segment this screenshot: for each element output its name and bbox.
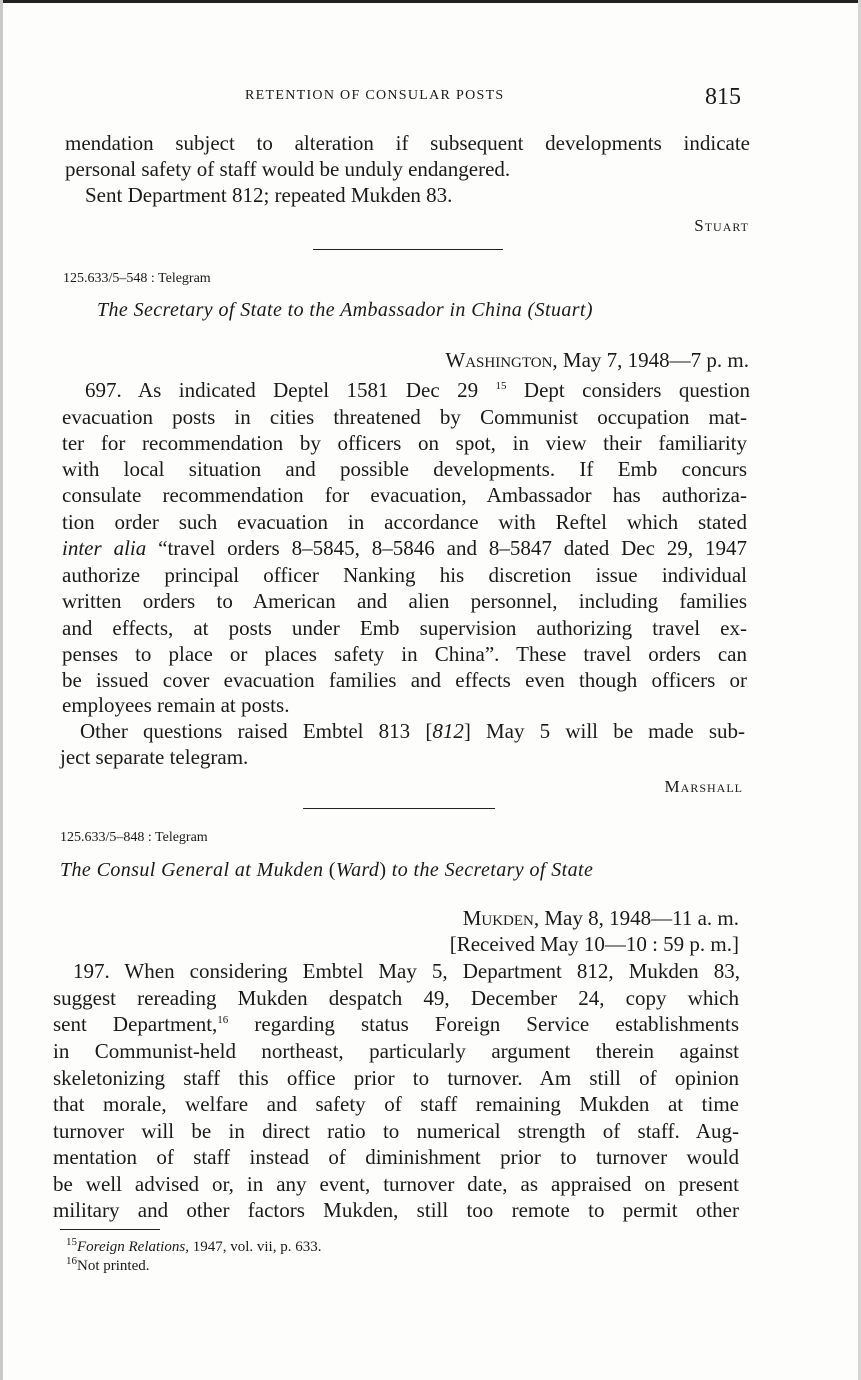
text-run: ] May 5 will be made sub- (463, 719, 746, 743)
section-divider (313, 249, 503, 250)
text-line: employees remain at posts. (62, 693, 290, 717)
text-line: tion order such evacuation in accordance with Reftel which stated (62, 510, 747, 534)
footnote-ref: 15 (495, 380, 507, 392)
text-run: 697. As indicated Deptel 1581 Dec 29 (85, 378, 496, 402)
text-line: 197. When considering Embtel May 5, Department 812, Mukden 83, (73, 959, 740, 983)
text-line: in Communist-held northeast, particularly argument therein against (53, 1039, 739, 1063)
dateline-date: , May 7, 1948—7 p. m. (552, 348, 749, 372)
document-caption: The Secretary of State to the Ambassador in China (Stuart) (97, 299, 593, 321)
dateline-date: , May 8, 1948—11 a. m. (533, 906, 739, 930)
text-line (53, 1012, 739, 1037)
text-line: and effects, at posts under Emb supervision authorizing travel ex- (62, 616, 747, 640)
footnote-15 (66, 1236, 322, 1256)
text-line: turnover will be in direct ratio to numerical strength of staff. Aug- (53, 1119, 739, 1143)
document-caption (60, 859, 593, 882)
caption-part: Ward (335, 859, 380, 881)
text-line (60, 719, 745, 744)
caption-part: ) (379, 859, 392, 881)
text-line: ject separate telegram. (60, 745, 249, 769)
text-line (65, 378, 750, 403)
signature-stuart: Stuart (694, 216, 749, 235)
caption-part: to the Secretary of State (391, 859, 594, 881)
text-line: suggest rereading Mukden despatch 49, December 24, copy which (53, 986, 739, 1010)
text-line: with local situation and possible developments. If Emb concurs (62, 457, 747, 481)
left-page-edge (0, 0, 3, 1380)
page-number: 815 (705, 84, 741, 110)
file-reference: 125.633/5–848 : Telegram (60, 830, 208, 845)
text-line: evacuation posts in cities threatened by Communist occupation mat- (62, 405, 747, 429)
text-line: written orders to American and alien personnel, including families (62, 589, 747, 613)
dateline (445, 348, 749, 373)
text-run-italic: 812 (432, 719, 464, 743)
footnote-italic: Foreign Relations (77, 1239, 186, 1255)
text-line: be well advised or, in any event, turnover date, as appraised on present (53, 1172, 739, 1196)
text-line: military and other factors Mukden, still too remote to permit other (53, 1198, 739, 1222)
top-edge-rule (0, 0, 861, 3)
footnote-text: , 1947, vol. vii, p. 633. (185, 1239, 322, 1255)
text-run-italic: inter alia (62, 536, 147, 560)
text-run: Other questions raised Embtel 813 [ (80, 719, 433, 743)
text-line: that morale, welfare and safety of staff remaining Mukden at time (53, 1092, 739, 1116)
section-divider (303, 808, 495, 809)
caption-part: ( (323, 859, 336, 881)
footnote-number: 15 (66, 1236, 77, 1248)
footnote-ref: 16 (217, 1014, 229, 1026)
text-line: Sent Department 812; repeated Mukden 83. (85, 183, 453, 207)
text-line: be issued cover evacuation families and effects even though officers or (62, 668, 747, 692)
text-line (62, 536, 747, 561)
dateline-place: Mukden (462, 906, 534, 930)
footnote-text: Not printed. (77, 1258, 150, 1274)
text-run: “travel orders 8–5845, 8–5846 and 8–5847 dated Dec 29, 1947 (158, 536, 747, 560)
text-line: consulate recommendation for evacuation, Ambassador has authoriza- (62, 483, 747, 507)
text-line: penses to place or places safety in China”. These travel orders can (62, 642, 747, 666)
dateline (463, 906, 739, 931)
text-line: personal safety of staff would be unduly endangered. (65, 157, 511, 181)
running-title: RETENTION OF CONSULAR POSTS (245, 88, 505, 103)
text-line: authorize principal officer Nanking his discretion issue individual (62, 563, 747, 587)
dateline-place: Washington (445, 348, 553, 372)
text-line: mentation of staff instead of diminishment prior to turnover would (53, 1145, 739, 1169)
caption-part: The Consul General at Mukden (60, 859, 324, 881)
footnote-rule (60, 1229, 160, 1230)
text-run: Dept considers question (506, 378, 751, 402)
text-run: sent Department, (53, 1012, 218, 1036)
file-reference: 125.633/5–548 : Telegram (63, 271, 211, 286)
text-line: ter for recommendation by officers on spot, in view their familiarity (62, 431, 747, 455)
footnote-16 (66, 1255, 150, 1275)
signature-marshall: Marshall (664, 777, 743, 796)
text-run: regarding status Foreign Service establishments (228, 1012, 739, 1036)
text-line: skeletonizing staff this office prior to turnover. Am still of opinion (53, 1066, 739, 1090)
received-line: [Received May 10—10 : 59 p. m.] (449, 932, 739, 956)
text-line: mendation subject to alteration if subsequent developments indicate (65, 131, 750, 155)
footnote-number: 16 (66, 1255, 77, 1267)
